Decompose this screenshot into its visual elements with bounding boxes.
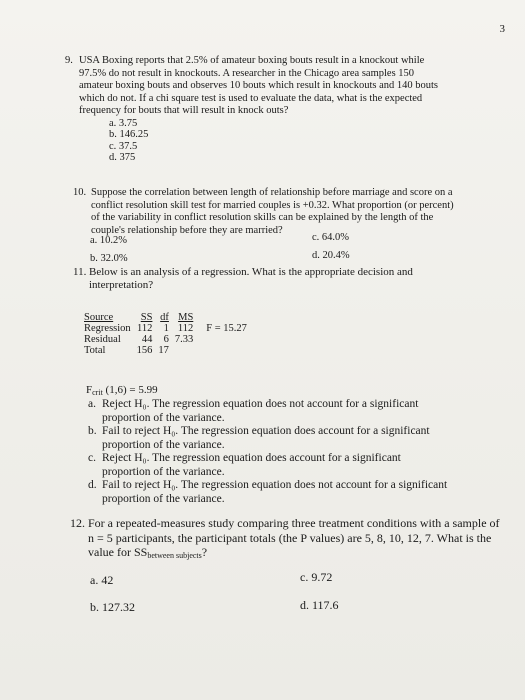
column-header: MS [178, 312, 194, 323]
answer-option-d: d. 375 [109, 152, 136, 163]
question-mark: ? [201, 545, 208, 559]
column-header: Source [84, 312, 114, 323]
option-letter: c. [88, 452, 96, 464]
question-12 [70, 516, 510, 564]
question-number: 12. [70, 516, 85, 530]
table-row [84, 323, 250, 334]
column-header [196, 312, 250, 323]
question-text-line: n = 5 participants, the participant totals (the P values) are 5, 8, 10, 12, 7. What is the [88, 530, 492, 545]
question-text-line: frequency for bouts that will result in knock outs? [79, 105, 289, 116]
answer-option-b [88, 425, 448, 452]
question-text-line: couple's relationship before they are married? [91, 224, 283, 236]
table-cell: Regression [84, 323, 131, 334]
regression-anova-table [84, 312, 250, 356]
option-text: Fail to reject H₀. The regression equation does account for a significant proportion of the variance. [102, 425, 430, 451]
question-text-line: amateur boxing bouts and observes 10 bouts which result in knockouts and 140 bouts [79, 80, 438, 91]
question-10 [73, 187, 473, 237]
option-text: Reject H₀. The regression equation does not account for a significant proportion of the variance. [102, 398, 419, 424]
question-11-answers [88, 398, 448, 506]
question-text-line [88, 545, 510, 564]
f-critical-value [86, 384, 158, 397]
answer-option-b: b. 127.32 [90, 600, 135, 614]
question-11 [73, 266, 493, 292]
question-text-line: conflict resolution skill test for married couples is +0.32. What proportion (or percent) [91, 199, 454, 211]
question-text-line: which do not. If a chi square test is used to evaluate the data, what is the expected [79, 92, 423, 104]
answer-option-c: c. 9.72 [300, 570, 333, 584]
option-text: Fail to reject H₀. The regression equation does not account for a significant proportion of the variance. [102, 479, 448, 505]
ss-text: value for SS [88, 545, 148, 559]
table-cell: 1 [163, 323, 169, 334]
table-cell: 17 [158, 345, 169, 356]
ss-subscript: between subjects [147, 551, 202, 560]
question-text-line: Suppose the correlation between length of relationship before marriage and score on a [91, 187, 453, 198]
question-9 [65, 55, 465, 164]
table-header-row [84, 312, 250, 323]
table-cell [172, 345, 196, 356]
option-letter: d. [88, 479, 97, 491]
answer-option-d [88, 479, 448, 506]
page-number: 3 [499, 23, 505, 35]
column-header: SS [140, 312, 153, 323]
answer-option-c [88, 452, 448, 479]
question-text-line: Below is an analysis of a regression. What is the appropriate decision and [89, 266, 413, 278]
option-letter: a. [88, 398, 96, 410]
table-cell: 112 [177, 323, 194, 334]
answer-option-d: d. 117.6 [300, 598, 339, 612]
f-statistic: F = 15.27 [206, 323, 247, 334]
question-text-line: 97.5% do not result in knockouts. A researcher in the Chicago area samples 150 [79, 67, 415, 79]
table-cell [196, 345, 250, 356]
answer-option-a [88, 398, 448, 425]
question-number: 10. [73, 187, 87, 198]
table-row [84, 334, 250, 345]
table-cell: 6 [163, 334, 169, 345]
answer-option-a: a. 42 [90, 573, 114, 587]
answer-option-c: c. 37.5 [109, 140, 138, 152]
table-cell: Residual [84, 334, 121, 345]
table-cell: 44 [141, 334, 153, 345]
option-text: Reject H₀. The regression equation does account for a significant proportion of the variance. [102, 452, 401, 478]
f-critical-text: (1,6) = 5.99 [102, 384, 158, 396]
crit-subscript: crit [92, 388, 103, 397]
table-row [84, 345, 250, 356]
question-text-line: of the variability in conflict resolution skills can be explained by the length of the [91, 212, 434, 223]
answer-option-c: c. 64.0% [312, 232, 350, 243]
answer-option-a: a. 10.2% [90, 235, 128, 246]
question-text-line: interpretation? [89, 279, 154, 291]
question-number: 9. [65, 55, 73, 66]
option-letter: b. [88, 425, 97, 437]
table-cell: 7.33 [174, 334, 194, 345]
answer-option-d: d. 20.4% [312, 250, 350, 261]
answer-option-b: b. 146.25 [109, 129, 149, 140]
table-cell: 156 [136, 345, 153, 356]
question-text-line: For a repeated-measures study comparing three treatment conditions with a sample of [88, 516, 500, 530]
answer-option-a: a. 3.75 [109, 117, 138, 129]
question-text-line: USA Boxing reports that 2.5% of amateur boxing bouts result in a knockout while [79, 55, 425, 66]
table-cell [196, 334, 250, 345]
question-number: 11. [73, 266, 87, 278]
f-symbol: F [86, 384, 93, 396]
answer-option-b: b. 32.0% [90, 253, 128, 264]
table-cell: 112 [137, 323, 153, 334]
column-header: df [160, 312, 169, 323]
table-cell: Total [84, 345, 106, 356]
